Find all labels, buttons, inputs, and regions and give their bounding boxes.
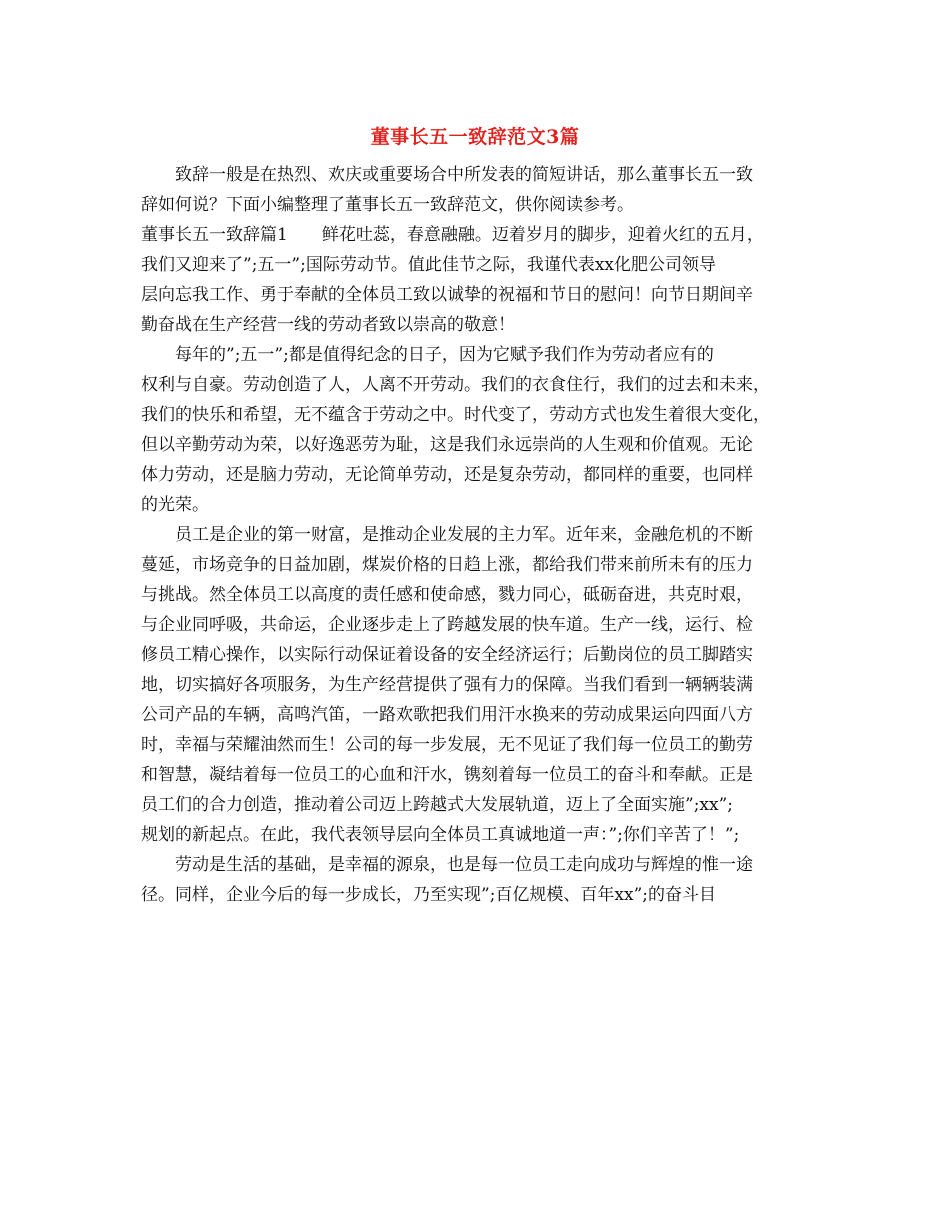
- text-line: [141, 220, 764, 250]
- text-line: 公司产品的车辆，高鸣汽笛，一路欢歌把我们用汗水换来的劳动成果运向四面八方: [141, 705, 753, 725]
- text-line: 与企业同呼吸，共命运，企业逐步走上了跨越发展的快车道。生产一线，运行、检: [141, 615, 753, 635]
- text-line: 时，幸福与荣耀油然而生！公司的每一步发展，无不见证了我们每一位员工的勤劳: [141, 735, 753, 755]
- text-line: 每年的”;五一”;都是值得纪念的日子，因为它赋予我们作为劳动者应有的: [175, 345, 714, 365]
- text-line: 劳动是生活的基础，是幸福的源泉，也是每一位员工走向成功与辉煌的惟一途: [175, 855, 753, 875]
- text-line: 我们的快乐和希望，无不蕴含于劳动之中。时代变了，劳动方式也发生着很大变化，: [141, 405, 770, 425]
- text-line: 径。同样，企业今后的每一步成长，乃至实现”;百亿规模、百年xx”;的奋斗目: [141, 885, 717, 905]
- section-heading: 董事长五一致辞篇1: [141, 225, 288, 245]
- text-line: 修员工精心操作，以实际行动保证着设备的安全经济运行；后勤岗位的员工脚踏实: [141, 645, 753, 665]
- text-line: 权利与自豪。劳动创造了人，人离不开劳动。我们的衣食住行，我们的过去和未来，: [141, 375, 770, 395]
- text-line: 体力劳动，还是脑力劳动，无论简单劳动，还是复杂劳动，都同样的重要，也同样: [141, 465, 753, 485]
- text-line: 和智慧，凝结着每一位员工的心血和汗水，镌刻着每一位员工的奋斗和奉献。正是: [141, 765, 753, 785]
- text-line: 地，切实搞好各项服务，为生产经营提供了强有力的保障。当我们看到一辆辆装满: [141, 675, 753, 695]
- document-title: 董事长五一致辞范文3篇: [370, 126, 580, 148]
- text-line: 蔓延，市场竞争的日益加剧，煤炭价格的日趋上涨，都给我们带来前所未有的压力: [141, 555, 753, 575]
- text-line: 的光荣。: [141, 495, 209, 515]
- text-line: 我们又迎来了”;五一”;国际劳动节。值此佳节之际，我谨代表xx化肥公司领导: [141, 255, 717, 275]
- text-line: 辞如何说？下面小编整理了董事长五一致辞范文，供你阅读参考。: [141, 195, 634, 215]
- text-line: 与挑战。然全体员工以高度的责任感和使命感，戮力同心，砥砺奋进，共克时艰，: [141, 585, 753, 605]
- text-line: 层向忘我工作、勇于奉献的全体员工致以诚挚的祝福和节日的慰问！向节日期间辛: [141, 285, 753, 305]
- text-line: 但以辛勤劳动为荣，以好逸恶劳为耻，这是我们永远崇尚的人生观和价值观。无论: [141, 435, 753, 455]
- text-line: 员工们的合力创造，推动着公司迈上跨越式大发展轨道，迈上了全面实施”;xx”;: [141, 795, 734, 815]
- text-line: 规划的新起点。在此，我代表领导层向全体员工真诚地道一声：”;你们辛苦了！”;: [141, 825, 740, 845]
- text-line: 致辞一般是在热烈、欢庆或重要场合中所发表的简短讲话，那么董事长五一致: [175, 165, 753, 185]
- text-line: 勤奋战在生产经营一线的劳动者致以崇高的敬意！: [141, 315, 515, 335]
- text-line: 员工是企业的第一财富，是推动企业发展的主力军。近年来，金融危机的不断: [175, 525, 753, 545]
- text-line-continuation: 鲜花吐蕊，春意融融。迈着岁月的脚步，迎着火红的五月，: [321, 225, 764, 245]
